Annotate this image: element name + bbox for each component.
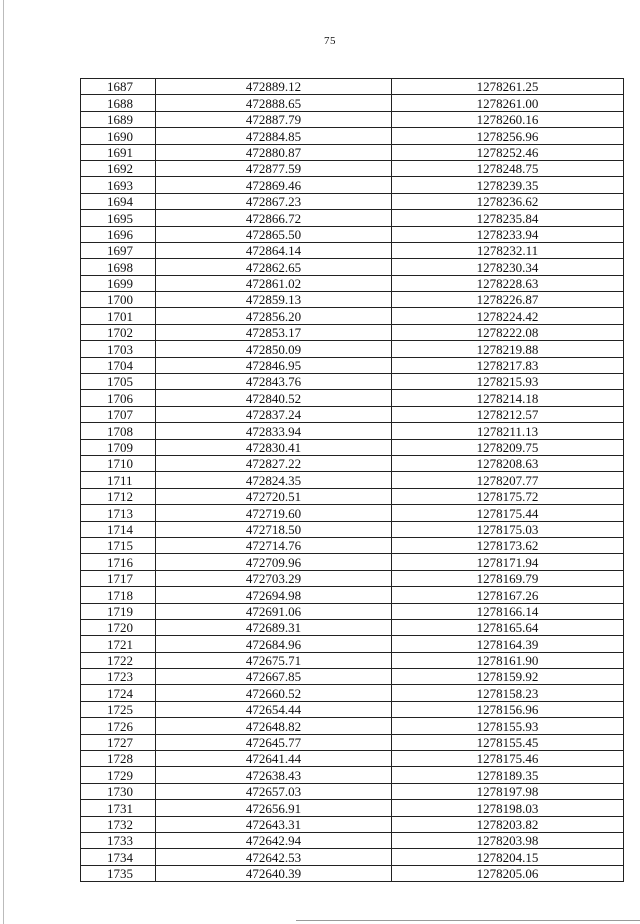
table-row bbox=[81, 488, 624, 504]
point-number-cell: 1703 bbox=[81, 341, 156, 357]
x-coordinate-cell: 472645.77 bbox=[156, 734, 392, 750]
point-number-cell: 1710 bbox=[81, 455, 156, 471]
point-number-cell: 1715 bbox=[81, 537, 156, 553]
point-number-cell: 1714 bbox=[81, 521, 156, 537]
table-row bbox=[81, 259, 624, 275]
point-number-cell: 1728 bbox=[81, 751, 156, 767]
table-row bbox=[81, 587, 624, 603]
x-coordinate-cell: 472709.96 bbox=[156, 554, 392, 570]
table-row bbox=[81, 242, 624, 258]
x-coordinate-cell: 472846.95 bbox=[156, 357, 392, 373]
point-number-cell: 1696 bbox=[81, 226, 156, 242]
y-coordinate-cell: 1278175.03 bbox=[392, 521, 624, 537]
point-number-cell: 1732 bbox=[81, 816, 156, 832]
table-row bbox=[81, 570, 624, 586]
x-coordinate-cell: 472657.03 bbox=[156, 783, 392, 799]
x-coordinate-cell: 472880.87 bbox=[156, 144, 392, 160]
point-number-cell: 1709 bbox=[81, 439, 156, 455]
point-number-cell: 1721 bbox=[81, 636, 156, 652]
y-coordinate-cell: 1278219.88 bbox=[392, 341, 624, 357]
x-coordinate-cell: 472833.94 bbox=[156, 423, 392, 439]
point-number-cell: 1727 bbox=[81, 734, 156, 750]
y-coordinate-cell: 1278228.63 bbox=[392, 275, 624, 291]
y-coordinate-cell: 1278164.39 bbox=[392, 636, 624, 652]
table-row bbox=[81, 554, 624, 570]
point-number-cell: 1697 bbox=[81, 242, 156, 258]
point-number-cell: 1726 bbox=[81, 718, 156, 734]
y-coordinate-cell: 1278232.11 bbox=[392, 242, 624, 258]
point-number-cell: 1713 bbox=[81, 505, 156, 521]
y-coordinate-cell: 1278198.03 bbox=[392, 800, 624, 816]
x-coordinate-cell: 472660.52 bbox=[156, 685, 392, 701]
point-number-cell: 1707 bbox=[81, 406, 156, 422]
table-row bbox=[81, 95, 624, 111]
point-number-cell: 1700 bbox=[81, 292, 156, 308]
x-coordinate-cell: 472889.12 bbox=[156, 79, 392, 95]
table-row bbox=[81, 816, 624, 832]
table-row bbox=[81, 832, 624, 848]
x-coordinate-cell: 472718.50 bbox=[156, 521, 392, 537]
point-number-cell: 1717 bbox=[81, 570, 156, 586]
y-coordinate-cell: 1278158.23 bbox=[392, 685, 624, 701]
x-coordinate-cell: 472689.31 bbox=[156, 619, 392, 635]
point-number-cell: 1712 bbox=[81, 488, 156, 504]
y-coordinate-cell: 1278203.98 bbox=[392, 832, 624, 848]
table-row bbox=[81, 865, 624, 881]
y-coordinate-cell: 1278204.15 bbox=[392, 849, 624, 865]
point-number-cell: 1693 bbox=[81, 177, 156, 193]
x-coordinate-cell: 472866.72 bbox=[156, 210, 392, 226]
x-coordinate-cell: 472684.96 bbox=[156, 636, 392, 652]
y-coordinate-cell: 1278205.06 bbox=[392, 865, 624, 881]
x-coordinate-cell: 472824.35 bbox=[156, 472, 392, 488]
y-coordinate-cell: 1278165.64 bbox=[392, 619, 624, 635]
x-coordinate-cell: 472877.59 bbox=[156, 160, 392, 176]
y-coordinate-cell: 1278261.25 bbox=[392, 79, 624, 95]
table-row bbox=[81, 521, 624, 537]
point-number-cell: 1734 bbox=[81, 849, 156, 865]
point-number-cell: 1706 bbox=[81, 390, 156, 406]
y-coordinate-cell: 1278173.62 bbox=[392, 537, 624, 553]
y-coordinate-cell: 1278159.92 bbox=[392, 669, 624, 685]
table-row bbox=[81, 783, 624, 799]
point-number-cell: 1720 bbox=[81, 619, 156, 635]
point-number-cell: 1694 bbox=[81, 193, 156, 209]
y-coordinate-cell: 1278175.44 bbox=[392, 505, 624, 521]
table-row bbox=[81, 800, 624, 816]
point-number-cell: 1689 bbox=[81, 111, 156, 127]
table-row bbox=[81, 718, 624, 734]
x-coordinate-cell: 472865.50 bbox=[156, 226, 392, 242]
point-number-cell: 1702 bbox=[81, 324, 156, 340]
y-coordinate-cell: 1278211.13 bbox=[392, 423, 624, 439]
x-coordinate-cell: 472856.20 bbox=[156, 308, 392, 324]
x-coordinate-cell: 472843.76 bbox=[156, 374, 392, 390]
x-coordinate-cell: 472714.76 bbox=[156, 537, 392, 553]
x-coordinate-cell: 472667.85 bbox=[156, 669, 392, 685]
point-number-cell: 1730 bbox=[81, 783, 156, 799]
point-number-cell: 1735 bbox=[81, 865, 156, 881]
y-coordinate-cell: 1278215.93 bbox=[392, 374, 624, 390]
y-coordinate-cell: 1278260.16 bbox=[392, 111, 624, 127]
table-row bbox=[81, 111, 624, 127]
x-coordinate-cell: 472641.44 bbox=[156, 751, 392, 767]
point-number-cell: 1722 bbox=[81, 652, 156, 668]
point-number-cell: 1719 bbox=[81, 603, 156, 619]
y-coordinate-cell: 1278222.08 bbox=[392, 324, 624, 340]
y-coordinate-cell: 1278208.63 bbox=[392, 455, 624, 471]
x-coordinate-cell: 472884.85 bbox=[156, 128, 392, 144]
point-number-cell: 1688 bbox=[81, 95, 156, 111]
y-coordinate-cell: 1278235.84 bbox=[392, 210, 624, 226]
y-coordinate-cell: 1278226.87 bbox=[392, 292, 624, 308]
table-row bbox=[81, 160, 624, 176]
y-coordinate-cell: 1278209.75 bbox=[392, 439, 624, 455]
x-coordinate-cell: 472640.39 bbox=[156, 865, 392, 881]
point-number-cell: 1724 bbox=[81, 685, 156, 701]
table-row bbox=[81, 701, 624, 717]
scan-edge-left bbox=[3, 0, 4, 924]
point-number-cell: 1711 bbox=[81, 472, 156, 488]
table-row bbox=[81, 619, 624, 635]
table-row bbox=[81, 669, 624, 685]
point-number-cell: 1701 bbox=[81, 308, 156, 324]
table-row bbox=[81, 603, 624, 619]
x-coordinate-cell: 472656.91 bbox=[156, 800, 392, 816]
point-number-cell: 1716 bbox=[81, 554, 156, 570]
table-row bbox=[81, 292, 624, 308]
point-number-cell: 1718 bbox=[81, 587, 156, 603]
x-coordinate-cell: 472827.22 bbox=[156, 455, 392, 471]
point-number-cell: 1690 bbox=[81, 128, 156, 144]
table-row bbox=[81, 537, 624, 553]
point-number-cell: 1699 bbox=[81, 275, 156, 291]
coordinates-table bbox=[80, 78, 624, 882]
x-coordinate-cell: 472654.44 bbox=[156, 701, 392, 717]
coordinates-table-body bbox=[81, 79, 624, 882]
point-number-cell: 1708 bbox=[81, 423, 156, 439]
y-coordinate-cell: 1278252.46 bbox=[392, 144, 624, 160]
x-coordinate-cell: 472869.46 bbox=[156, 177, 392, 193]
y-coordinate-cell: 1278203.82 bbox=[392, 816, 624, 832]
table-row bbox=[81, 193, 624, 209]
table-row bbox=[81, 472, 624, 488]
table-row bbox=[81, 275, 624, 291]
table-row bbox=[81, 849, 624, 865]
point-number-cell: 1695 bbox=[81, 210, 156, 226]
x-coordinate-cell: 472642.94 bbox=[156, 832, 392, 848]
y-coordinate-cell: 1278233.94 bbox=[392, 226, 624, 242]
y-coordinate-cell: 1278197.98 bbox=[392, 783, 624, 799]
table-row bbox=[81, 177, 624, 193]
y-coordinate-cell: 1278189.35 bbox=[392, 767, 624, 783]
x-coordinate-cell: 472888.65 bbox=[156, 95, 392, 111]
y-coordinate-cell: 1278169.79 bbox=[392, 570, 624, 586]
x-coordinate-cell: 472830.41 bbox=[156, 439, 392, 455]
y-coordinate-cell: 1278171.94 bbox=[392, 554, 624, 570]
y-coordinate-cell: 1278248.75 bbox=[392, 160, 624, 176]
point-number-cell: 1698 bbox=[81, 259, 156, 275]
y-coordinate-cell: 1278217.83 bbox=[392, 357, 624, 373]
y-coordinate-cell: 1278214.18 bbox=[392, 390, 624, 406]
point-number-cell: 1729 bbox=[81, 767, 156, 783]
y-coordinate-cell: 1278156.96 bbox=[392, 701, 624, 717]
scan-edge-bottom bbox=[296, 920, 640, 921]
y-coordinate-cell: 1278161.90 bbox=[392, 652, 624, 668]
y-coordinate-cell: 1278166.14 bbox=[392, 603, 624, 619]
table-row bbox=[81, 505, 624, 521]
table-row bbox=[81, 685, 624, 701]
page-number: 75 bbox=[324, 35, 336, 47]
y-coordinate-cell: 1278230.34 bbox=[392, 259, 624, 275]
point-number-cell: 1705 bbox=[81, 374, 156, 390]
x-coordinate-cell: 472864.14 bbox=[156, 242, 392, 258]
table-row bbox=[81, 308, 624, 324]
x-coordinate-cell: 472648.82 bbox=[156, 718, 392, 734]
y-coordinate-cell: 1278239.35 bbox=[392, 177, 624, 193]
y-coordinate-cell: 1278167.26 bbox=[392, 587, 624, 603]
point-number-cell: 1704 bbox=[81, 357, 156, 373]
table-row bbox=[81, 374, 624, 390]
table-row bbox=[81, 357, 624, 373]
point-number-cell: 1733 bbox=[81, 832, 156, 848]
table-row bbox=[81, 767, 624, 783]
y-coordinate-cell: 1278155.45 bbox=[392, 734, 624, 750]
x-coordinate-cell: 472837.24 bbox=[156, 406, 392, 422]
table-row bbox=[81, 406, 624, 422]
y-coordinate-cell: 1278175.46 bbox=[392, 751, 624, 767]
y-coordinate-cell: 1278224.42 bbox=[392, 308, 624, 324]
x-coordinate-cell: 472691.06 bbox=[156, 603, 392, 619]
x-coordinate-cell: 472643.31 bbox=[156, 816, 392, 832]
y-coordinate-cell: 1278212.57 bbox=[392, 406, 624, 422]
table-row bbox=[81, 341, 624, 357]
x-coordinate-cell: 472675.71 bbox=[156, 652, 392, 668]
x-coordinate-cell: 472887.79 bbox=[156, 111, 392, 127]
x-coordinate-cell: 472642.53 bbox=[156, 849, 392, 865]
table-row bbox=[81, 390, 624, 406]
point-number-cell: 1723 bbox=[81, 669, 156, 685]
table-row bbox=[81, 226, 624, 242]
x-coordinate-cell: 472850.09 bbox=[156, 341, 392, 357]
y-coordinate-cell: 1278256.96 bbox=[392, 128, 624, 144]
x-coordinate-cell: 472638.43 bbox=[156, 767, 392, 783]
table-row bbox=[81, 144, 624, 160]
x-coordinate-cell: 472840.52 bbox=[156, 390, 392, 406]
table-row bbox=[81, 423, 624, 439]
table-row bbox=[81, 734, 624, 750]
table-row bbox=[81, 128, 624, 144]
y-coordinate-cell: 1278155.93 bbox=[392, 718, 624, 734]
table-row bbox=[81, 455, 624, 471]
table-row bbox=[81, 751, 624, 767]
y-coordinate-cell: 1278207.77 bbox=[392, 472, 624, 488]
point-number-cell: 1687 bbox=[81, 79, 156, 95]
x-coordinate-cell: 472720.51 bbox=[156, 488, 392, 504]
point-number-cell: 1692 bbox=[81, 160, 156, 176]
x-coordinate-cell: 472859.13 bbox=[156, 292, 392, 308]
x-coordinate-cell: 472867.23 bbox=[156, 193, 392, 209]
table-row bbox=[81, 439, 624, 455]
point-number-cell: 1731 bbox=[81, 800, 156, 816]
x-coordinate-cell: 472853.17 bbox=[156, 324, 392, 340]
x-coordinate-cell: 472719.60 bbox=[156, 505, 392, 521]
table-row bbox=[81, 210, 624, 226]
y-coordinate-cell: 1278261.00 bbox=[392, 95, 624, 111]
table-row bbox=[81, 324, 624, 340]
x-coordinate-cell: 472861.02 bbox=[156, 275, 392, 291]
x-coordinate-cell: 472694.98 bbox=[156, 587, 392, 603]
x-coordinate-cell: 472703.29 bbox=[156, 570, 392, 586]
x-coordinate-cell: 472862.65 bbox=[156, 259, 392, 275]
table-row bbox=[81, 652, 624, 668]
point-number-cell: 1725 bbox=[81, 701, 156, 717]
point-number-cell: 1691 bbox=[81, 144, 156, 160]
table-row bbox=[81, 79, 624, 95]
table-row bbox=[81, 636, 624, 652]
y-coordinate-cell: 1278175.72 bbox=[392, 488, 624, 504]
y-coordinate-cell: 1278236.62 bbox=[392, 193, 624, 209]
